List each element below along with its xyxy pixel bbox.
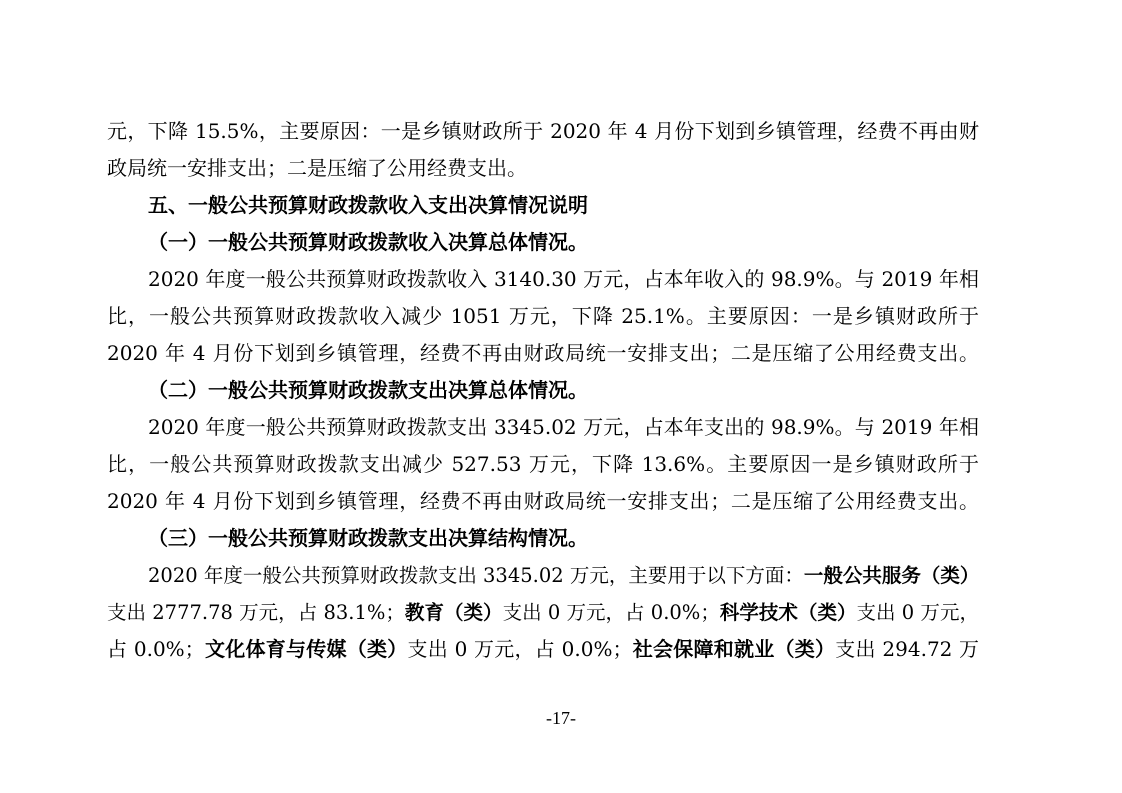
paragraph-line <box>107 557 979 594</box>
text-run: 占 0.0%； <box>107 637 205 661</box>
text-run: 2020 年度一般公共预算财政拨款支出 3345.02 万元，主要用于以下方面： <box>148 564 804 587</box>
paragraph-line <box>107 594 979 631</box>
category-label: 一般公共服务（类） <box>803 564 980 587</box>
text-run: 支出 2777.78 万元，占 83.1%； <box>107 601 405 624</box>
paragraph-line: 比，一般公共预算财政拨款支出减少 527.53 万元，下降 13.6%。主要原因一是乡镇财政所于 <box>107 452 979 476</box>
paragraph-line: 元，下降 15.5%，主要原因：一是乡镇财政所于 2020 年 4 月份下划到乡镇管理，经费不再由财 <box>107 119 979 143</box>
document-body <box>107 113 979 668</box>
paragraph-line: 2020 年 4 月份下划到乡镇管理，经费不再由财政局统一安排支出；二是压缩了公用经费支出。 <box>107 341 979 365</box>
text-run: 支出 294.72 万 <box>835 637 980 661</box>
subsection-heading: （三）一般公共预算财政拨款支出决算结构情况。 <box>148 526 588 550</box>
paragraph-line: 2020 年度一般公共预算财政拨款支出 3345.02 万元，占本年支出的 98.9%。与 2019 年相 <box>148 415 979 439</box>
category-label: 社会保障和就业（类） <box>632 637 836 661</box>
category-label: 教育（类） <box>404 601 503 624</box>
text-run: 支出 0 万元，占 0.0%； <box>502 601 720 624</box>
page-number: -17- <box>546 708 576 728</box>
paragraph-line: 比，一般公共预算财政拨款收入减少 1051 万元，下降 25.1%。主要原因：一是乡镇财政所于 <box>107 304 979 328</box>
subsection-heading: （一）一般公共预算财政拨款收入决算总体情况。 <box>148 230 588 254</box>
paragraph-line: 政局统一安排支出；二是压缩了公用经费支出。 <box>107 156 527 180</box>
category-label: 科学技术（类） <box>719 601 857 624</box>
subsection-heading: （二）一般公共预算财政拨款支出决算总体情况。 <box>148 378 588 402</box>
paragraph-line: 2020 年度一般公共预算财政拨款收入 3140.30 万元，占本年收入的 98.9%。与 2019 年相 <box>148 267 979 291</box>
text-run: 支出 0 万元，占 0.0%； <box>407 637 633 661</box>
section-heading: 五、一般公共预算财政拨款收入支出决算情况说明 <box>148 193 588 217</box>
paragraph-line <box>107 631 979 668</box>
text-run: 支出 0 万元， <box>856 601 979 624</box>
paragraph-line: 2020 年 4 月份下划到乡镇管理，经费不再由财政局统一安排支出；二是压缩了公用经费支出。 <box>107 489 979 513</box>
category-label: 文化体育与传媒（类） <box>204 637 408 661</box>
